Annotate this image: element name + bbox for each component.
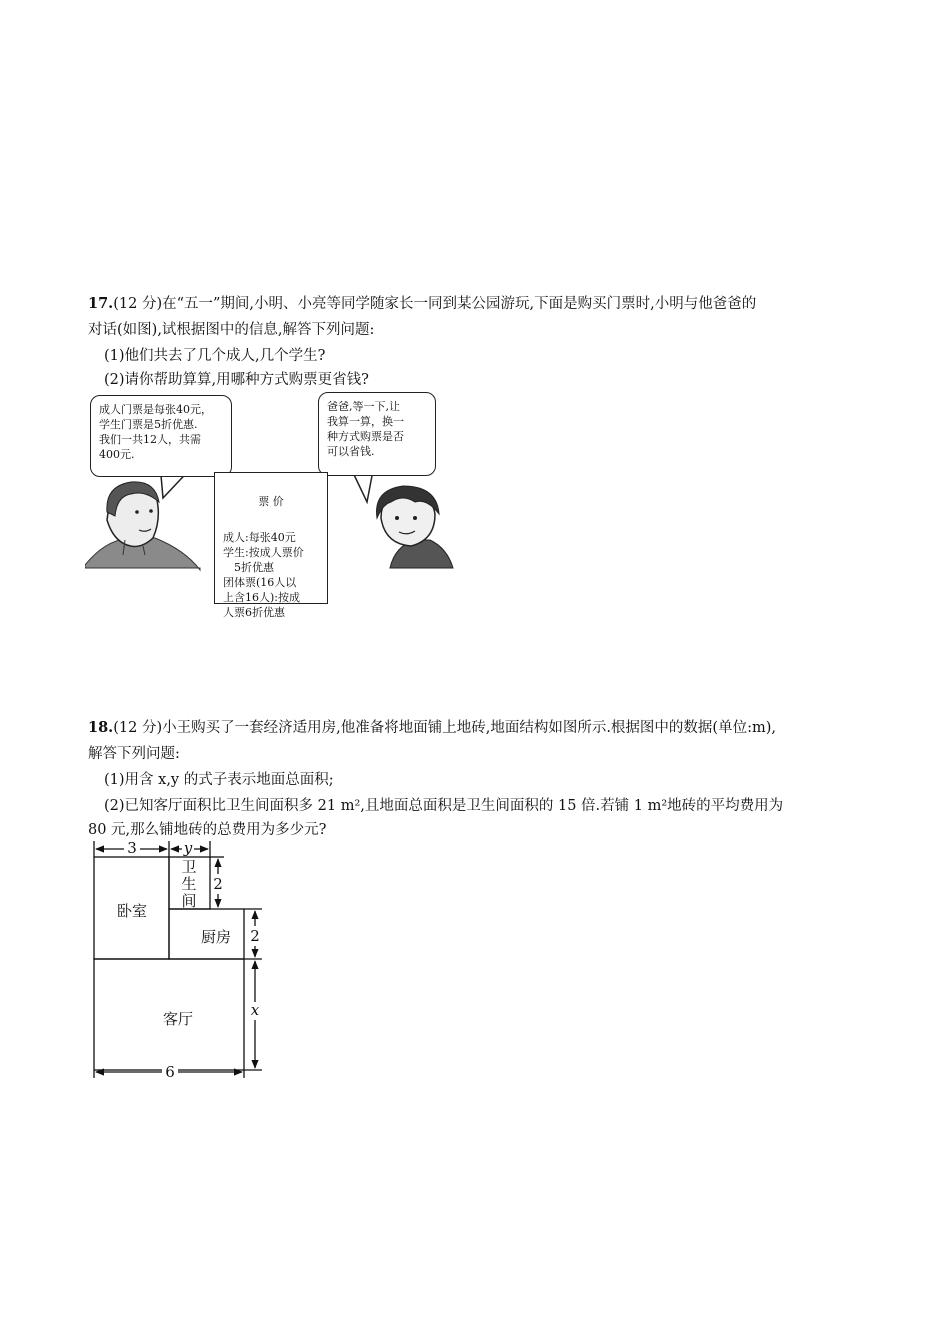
floor-plan-diagram	[84, 838, 284, 1080]
kitchen-label: 厨房	[200, 928, 232, 946]
q18-line2: 解答下列问题:	[88, 746, 180, 762]
bathroom-label-2: 生	[181, 875, 197, 893]
q18-line3: 80 元,那么铺地砖的总费用为多少元?	[88, 822, 327, 838]
father-speech-bubble: 成人门票是每张40元， 学生门票是5折优惠. 我们一共12人，共需 400元.	[90, 395, 232, 477]
ticket-body: 成人:每张40元 学生:按成人票价 5折优惠 团体票(16人以 上含16人):按成 人票6折优惠	[223, 531, 304, 619]
q17-sub1: (1)他们共去了几个成人,几个学生?	[104, 348, 326, 364]
q18-number: 18.	[88, 719, 114, 736]
dim-3-label: 3	[127, 839, 137, 857]
q18-line1	[88, 718, 776, 738]
ticket-price-sign	[214, 472, 328, 619]
son-speech-bubble: 爸爸,等一下,让 我算一算，换一 种方式购票是否 可以省钱.	[318, 392, 436, 476]
dim-bath-label: 2	[213, 875, 223, 893]
q18-text-1: (12 分)小王购买了一套经济适用房,他准备将地面铺上地砖,地面结构如图所示.根据图中的数据(单位:m),	[113, 720, 776, 736]
dim-living-label: x	[250, 1001, 260, 1019]
q17-sub2: (2)请你帮助算算,用哪种方式购票更省钱?	[104, 372, 369, 388]
dim-y-label: y	[183, 839, 193, 857]
bathroom-label-1: 卫	[181, 858, 197, 876]
living-room-label: 客厅	[162, 1010, 194, 1028]
dim-kitchen-label: 2	[250, 927, 260, 945]
father-figure	[85, 482, 200, 570]
son-figure	[377, 486, 453, 568]
q18-sub1: (1)用含 x,y 的式子表示地面总面积;	[104, 772, 334, 788]
dim-6-label: 6	[165, 1063, 175, 1080]
bathroom-label-3: 间	[181, 892, 197, 910]
q17-line1	[88, 294, 756, 314]
ticket-title: 票 价	[258, 495, 284, 508]
q17-line2: 对话(如图),试根据图中的信息,解答下列问题:	[88, 322, 375, 338]
q18-sub2: (2)已知客厅面积比卫生间面积多 21 m²,且地面总面积是卫生间面积的 15 倍.若铺 1 m²地砖的平均费用为	[104, 798, 784, 814]
bedroom-label: 卧室	[116, 902, 148, 920]
q17-text-1: (12 分)在“五一”期间,小明、小亮等同学随家长一同到某公园游玩,下面是购买门票时,小明与他爸爸的	[113, 296, 757, 312]
q17-number: 17.	[88, 295, 114, 312]
